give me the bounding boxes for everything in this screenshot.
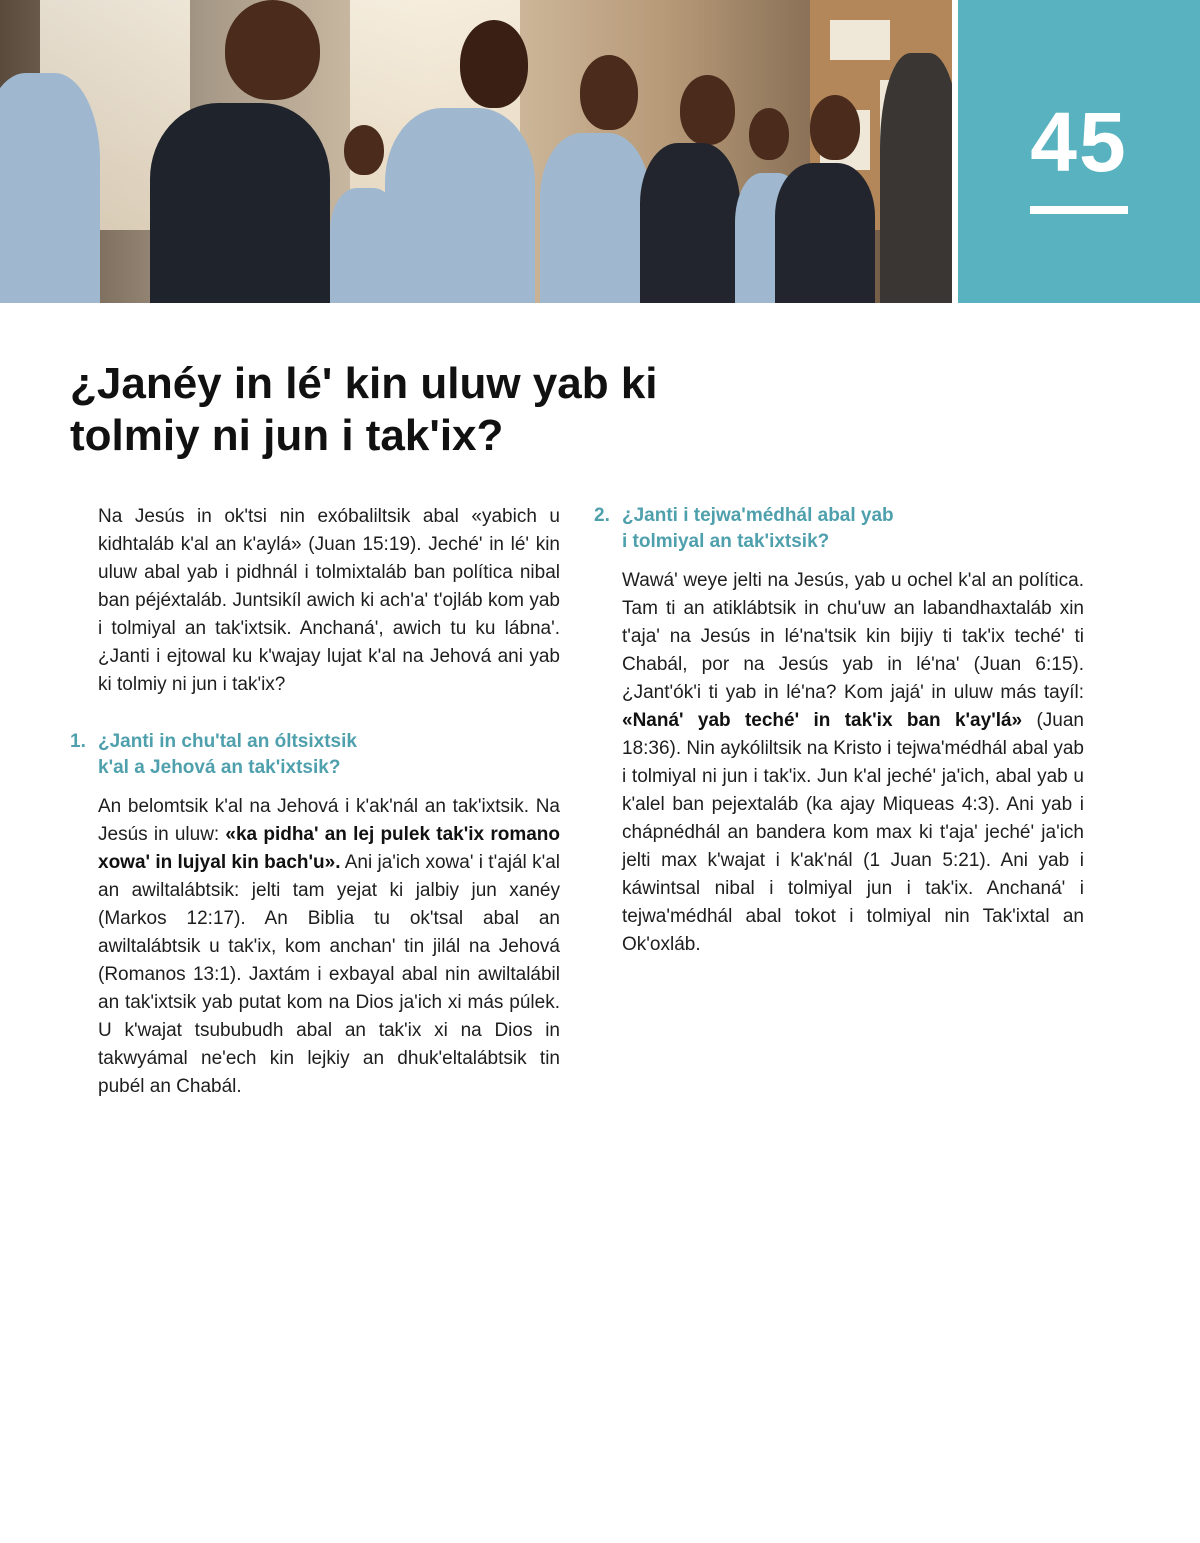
number-underline <box>1030 206 1128 214</box>
left-column <box>70 503 560 1101</box>
intro-paragraph: Na Jesús in ok'tsi nin exóbaliltsik abal «yabich u kidhtaláb k'al an k'aylá» (Juan 15:19). Jeché' in lé' kin uluw abal yab i pidhnál i tolmixtaláb ban política nibal ban péjéxtaláb. Juntsikíl awich ki ach'a' t'ojláb kom yab i tolmiyal an tak'ixtsik. Anchaná', awich tu ku lábna'. ¿Janti i ejtowal ku k'wajay lujat k'al na Jehová ani yab ki tolmiy ni jun i tak'ix? <box>98 506 560 695</box>
person-silhouette <box>880 0 952 303</box>
person-silhouette <box>140 0 330 303</box>
person-silhouette <box>540 0 650 303</box>
bold-quote: «Naná' yab teché' in tak'ix ban k'ay'lá» <box>622 710 1023 731</box>
person-silhouette <box>385 0 545 303</box>
section-question: ¿Janti i tejwa'médhál abal yab i tolmiyal an tak'ixtsik? <box>622 505 894 552</box>
lesson-number: 45 <box>1030 95 1128 189</box>
page-title: ¿Janéy in lé' kin uluw yab ki tolmiy ni jun i tak'ix? <box>70 359 658 460</box>
section-question: ¿Janti in chu'tal an óltsixtsik k'al a Jehová an tak'ixtsik? <box>98 731 357 778</box>
section-heading <box>70 729 560 781</box>
section-number: 2. <box>594 505 610 526</box>
person-silhouette <box>640 0 740 303</box>
paragraph-text: Ani ja'ich xowa' i t'ajál k'al an awiltalábtsik: jelti tam yejat ki jalbiy jun xanéy (Markos 12:17). An Biblia tu ok'tsal abal an awiltalábtsik u tak'ix, kom anchan' tin jilál na Jehová (Romanos 13:1). Jaxtám i exbayal abal nin awiltalábil an tak'ixtsik yab putat kom na Dios ja'ich xi más púlek. U k'wajat tsububudh abal an tak'ix xi na Dios in takwyámal ne'ech kin lejkiy an dhuk'eltalábtsik tin pubél an Chabál. <box>98 852 560 1097</box>
section-paragraph <box>70 793 560 1101</box>
section-number: 1. <box>70 731 86 752</box>
paragraph-text: (Juan 18:36). Nin aykóliltsik na Kristo i tejwa'médhál abal yab i tolmiyal ni jun i tak'ix. Jun k'al jeché' ja'ich, abal yab u k'alel ban pejextaláb (ka ajay Miqueas 4:3). Ani yab i chápnédhál an bandera kom max ki t'aja' jeché' ja'ich jelti max k'wajat i k'ak'nál (1 Juan 5:21). Ani yab i káwintsal nibal i tolmiyal jun i tak'ix. Anchaná' i tejwa'médhál abal tokot i tolmiyal nin Tak'ixtal an Ok'oxláb. <box>622 710 1084 955</box>
section-paragraph <box>594 567 1084 959</box>
person-silhouette <box>0 0 100 303</box>
person-silhouette <box>775 0 875 303</box>
lesson-number-tab <box>958 0 1200 303</box>
bold-quote: «ka pidha' an lej pulek tak'ix romano xowa' in lujyal kin bach'u». <box>98 824 560 873</box>
section-heading <box>594 503 1084 555</box>
header-photo <box>0 0 952 303</box>
paragraph-text: An belomtsik k'al na Jehová i k'ak'nál an tak'ixtsik. Na Jesús in uluw: <box>98 796 560 845</box>
right-column <box>594 503 1084 959</box>
paragraph-text: Wawá' weye jelti na Jesús, yab u ochel k'al an política. Tam ti an atiklábtsik in chu'uw an labandhaxtaláb xin t'aja' na Jesús in lé'na'tsik kin bijiy ti tak'ix teché' ti Chabál, por na Jesús yab in lé'na' (Juan 6:15). ¿Jant'ók'i ti yab in lé'na? Kom jajá' in uluw más tayíl: <box>622 570 1084 703</box>
